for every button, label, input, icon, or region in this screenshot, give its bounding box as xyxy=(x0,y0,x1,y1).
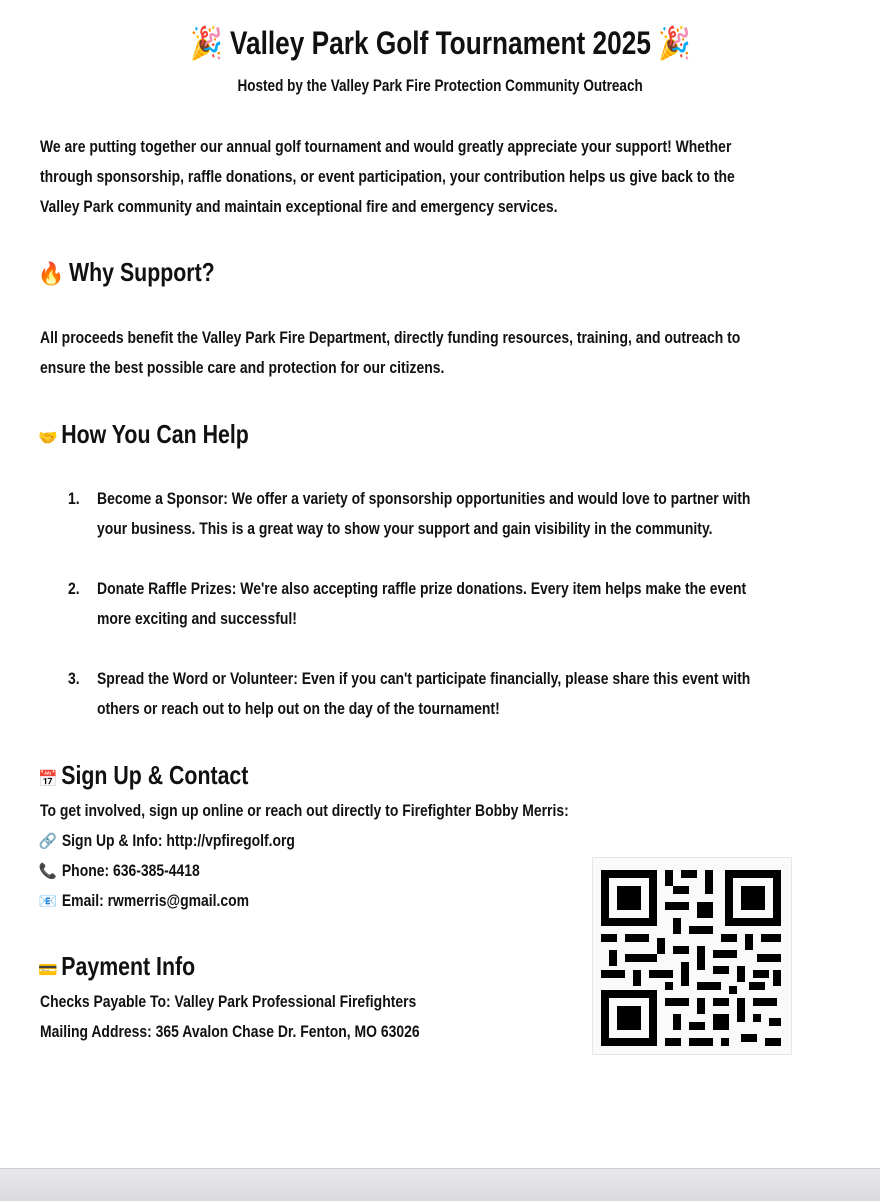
signup-link-text[interactable]: Sign Up & Info: http://vpfiregolf.org xyxy=(61,831,295,850)
party-popper-icon: 🎉 xyxy=(657,25,691,61)
signup-heading-text: Sign Up & Contact xyxy=(61,760,249,790)
credit-card-icon: 💳 xyxy=(38,962,58,979)
intro-line: Valley Park community and maintain exceptional fire and emergency services. xyxy=(40,197,558,216)
qr-code-graphic xyxy=(593,858,791,1054)
email-row[interactable] xyxy=(40,886,249,917)
intro-line: through sponsorship, raffle donations, or event participation, your contribution helps us give back to the xyxy=(40,167,735,186)
page-title xyxy=(190,24,691,62)
party-popper-icon: 🎉 xyxy=(189,25,223,61)
email-icon: 📧 xyxy=(38,893,57,910)
why-support-line: ensure the best possible care and protection for our citizens. xyxy=(40,358,445,377)
why-support-heading-text: Why Support? xyxy=(69,257,215,287)
payment-line: Mailing Address: 365 Avalon Chase Dr. Fenton, MO 63026 xyxy=(40,1022,420,1041)
payment-heading-text: Payment Info xyxy=(61,951,196,981)
title-text: Valley Park Golf Tournament 2025 xyxy=(229,25,651,61)
list-item-line: more exciting and successful! xyxy=(97,609,297,628)
list-item-line: Become a Sponsor: We offer a variety of sponsorship opportunities and would love to partner with xyxy=(97,489,751,508)
phone-icon: 📞 xyxy=(38,863,57,880)
why-support-heading xyxy=(37,254,215,292)
list-item-number: 2. xyxy=(68,579,80,598)
how-help-heading xyxy=(40,416,249,457)
phone-text[interactable]: Phone: 636-385-4418 xyxy=(61,861,200,880)
list-item-line: Donate Raffle Prizes: We're also accepting raffle prize donations. Every item helps make the event xyxy=(97,579,747,598)
payment-heading xyxy=(40,948,195,989)
calendar-icon: 📅 xyxy=(38,771,58,788)
list-item-number: 1. xyxy=(68,489,80,508)
payment-line: Checks Payable To: Valley Park Professional Firefighters xyxy=(40,992,417,1011)
bottom-bar xyxy=(0,1168,880,1201)
list-item-line: Spread the Word or Volunteer: Even if you can't participate financially, please share this event with xyxy=(97,669,751,688)
how-help-heading-text: How You Can Help xyxy=(61,419,249,449)
phone-row[interactable] xyxy=(40,856,200,887)
subtitle-row xyxy=(0,77,880,96)
handshake-icon: 🤝 xyxy=(38,430,58,447)
signup-heading xyxy=(40,757,248,798)
why-support-line: All proceeds benefit the Valley Park Fire Department, directly funding resources, training, and outreach to xyxy=(40,328,741,347)
email-text[interactable]: Email: rwmerris@gmail.com xyxy=(61,891,250,910)
subtitle: Hosted by the Valley Park Fire Protection Community Outreach xyxy=(237,77,643,95)
link-icon: 🔗 xyxy=(38,833,57,850)
list-item-line: your business. This is a great way to show your support and gain visibility in the community. xyxy=(97,519,713,538)
title-row xyxy=(0,24,880,62)
list-item-line: others or reach out to help out on the day of the tournament! xyxy=(97,699,500,718)
signup-link-row[interactable] xyxy=(40,826,295,857)
intro-line: We are putting together our annual golf tournament and would greatly appreciate your support! Whether xyxy=(40,137,732,156)
list-item-number: 3. xyxy=(68,669,80,688)
signup-intro: To get involved, sign up online or reach out directly to Firefighter Bobby Merris: xyxy=(40,801,569,820)
qr-code-icon[interactable] xyxy=(592,857,792,1055)
fire-icon: 🔥 xyxy=(37,261,65,286)
